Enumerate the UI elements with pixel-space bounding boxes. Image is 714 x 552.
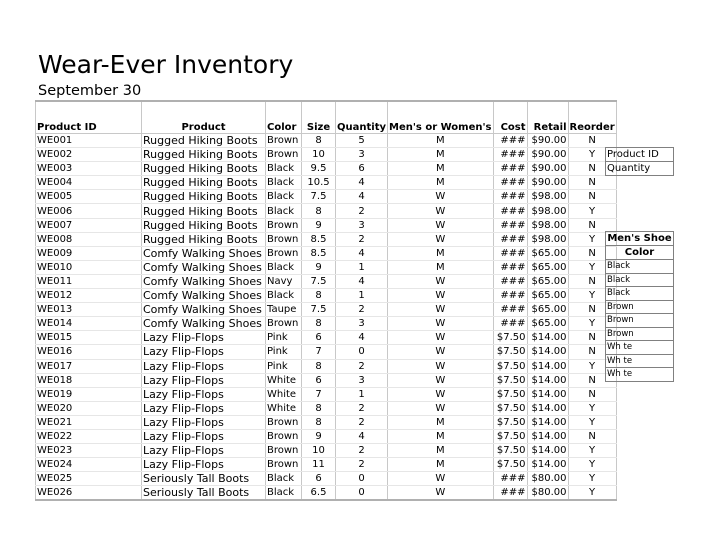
table-cell[interactable]: 7 [302,345,336,359]
table-cell[interactable]: 4 [336,246,388,260]
table-cell[interactable]: Brown [266,148,302,162]
table-cell[interactable]: WE017 [36,359,142,373]
table-cell[interactable]: ### [493,289,527,303]
table-cell[interactable]: $14.00 [527,444,568,458]
table-cell[interactable]: $14.00 [527,387,568,401]
table-row [36,246,617,260]
table-cell[interactable]: $90.00 [527,162,568,176]
table-cell[interactable]: WE016 [36,345,142,359]
table-cell[interactable]: $65.00 [527,289,568,303]
table-cell[interactable]: Y [568,401,616,415]
table-cell[interactable]: Y [568,148,616,162]
table-cell[interactable]: WE004 [36,176,142,190]
table-cell[interactable]: 2 [336,303,388,317]
table-cell[interactable]: 8 [302,134,336,148]
table-cell[interactable]: 6 [302,472,336,486]
mens-shoes-header[interactable]: Color [606,246,674,260]
column-header[interactable]: Product ID [36,101,142,134]
table-cell[interactable]: $80.00 [527,472,568,486]
column-header[interactable]: Size [302,101,336,134]
table-cell[interactable]: WE015 [36,331,142,345]
table-cell[interactable]: $14.00 [527,415,568,429]
table-cell[interactable]: Lazy Flip-Flops [142,387,266,401]
table-cell[interactable]: Black [266,176,302,190]
table-cell[interactable]: $7.50 [493,359,527,373]
inventory-table [35,100,617,501]
table-cell[interactable]: WE010 [36,260,142,274]
mens-shoes-color-cell[interactable]: Wh te [606,341,674,355]
mens-shoes-color-cell[interactable]: Brown [606,314,674,328]
table-cell[interactable]: 8 [302,415,336,429]
table-cell[interactable]: W [388,345,494,359]
table-cell[interactable]: Brown [266,218,302,232]
list-item [606,273,674,287]
table-cell[interactable]: W [388,387,494,401]
table-cell[interactable]: Brown [266,444,302,458]
column-header[interactable]: Retail [527,101,568,134]
table-cell[interactable]: WE007 [36,218,142,232]
table-cell[interactable]: M [388,415,494,429]
table-cell[interactable]: N [568,331,616,345]
table-cell[interactable]: Brown [266,246,302,260]
table-cell[interactable]: 10 [302,444,336,458]
table-cell[interactable]: Lazy Flip-Flops [142,401,266,415]
table-cell[interactable]: Brown [266,134,302,148]
table-row [36,190,617,204]
table-cell[interactable]: $14.00 [527,359,568,373]
table-cell[interactable]: ### [493,274,527,288]
table-cell[interactable]: 6 [302,373,336,387]
table-cell[interactable]: Brown [266,458,302,472]
table-cell[interactable]: M [388,162,494,176]
table-cell[interactable]: Rugged Hiking Boots [142,232,266,246]
table-cell[interactable]: WE018 [36,373,142,387]
table-cell[interactable]: 6.5 [302,486,336,501]
table-cell[interactable]: Black [266,190,302,204]
table-cell[interactable]: Taupe [266,303,302,317]
table-cell[interactable]: $98.00 [527,190,568,204]
table-cell[interactable]: Lazy Flip-Flops [142,359,266,373]
table-cell[interactable]: Pink [266,359,302,373]
table-cell[interactable]: N [568,134,616,148]
table-cell[interactable]: 6 [302,331,336,345]
table-cell[interactable]: N [568,387,616,401]
table-cell[interactable]: Y [568,317,616,331]
table-cell[interactable]: Y [568,260,616,274]
table-cell[interactable]: 2 [336,444,388,458]
table-cell[interactable]: 7.5 [302,303,336,317]
table-cell[interactable]: Rugged Hiking Boots [142,204,266,218]
table-row [36,331,617,345]
table-cell[interactable]: W [388,401,494,415]
table-cell[interactable]: Comfy Walking Shoes [142,274,266,288]
mens-shoes-rows [606,260,674,382]
table-cell[interactable]: 2 [336,232,388,246]
list-item [606,300,674,314]
table-cell[interactable]: 1 [336,260,388,274]
table-cell[interactable]: WE005 [36,190,142,204]
table-cell[interactable]: 2 [336,401,388,415]
table-cell[interactable]: W [388,204,494,218]
table-cell[interactable]: WE009 [36,246,142,260]
table-cell[interactable]: N [568,303,616,317]
lookup-label-product-id[interactable]: Product ID [606,148,674,162]
table-cell[interactable]: Lazy Flip-Flops [142,444,266,458]
table-row [36,176,617,190]
table-cell[interactable]: WE006 [36,204,142,218]
table-cell[interactable]: 10.5 [302,176,336,190]
table-cell[interactable]: Black [266,162,302,176]
table-cell[interactable]: $7.50 [493,458,527,472]
table-cell[interactable]: W [388,331,494,345]
table-cell[interactable]: 7 [302,387,336,401]
table-row [36,148,617,162]
table-cell[interactable]: 4 [336,190,388,204]
table-cell[interactable]: N [568,218,616,232]
list-item [606,354,674,368]
table-cell[interactable]: M [388,260,494,274]
table-cell[interactable]: Pink [266,331,302,345]
table-cell[interactable]: N [568,429,616,443]
table-cell[interactable]: ### [493,260,527,274]
table-cell[interactable]: 2 [336,204,388,218]
mens-shoes-color-cell[interactable]: Wh te [606,354,674,368]
table-cell[interactable]: 5 [336,134,388,148]
table-cell[interactable]: Rugged Hiking Boots [142,148,266,162]
table-cell[interactable]: ### [493,218,527,232]
table-cell[interactable]: Lazy Flip-Flops [142,415,266,429]
table-cell[interactable]: ### [493,246,527,260]
table-cell[interactable]: 4 [336,429,388,443]
table-cell[interactable]: ### [493,162,527,176]
list-item [606,287,674,301]
table-cell[interactable]: $65.00 [527,274,568,288]
table-row [36,373,617,387]
table-cell[interactable]: Seriously Tall Boots [142,472,266,486]
table-cell[interactable]: W [388,232,494,246]
table-cell[interactable]: W [388,190,494,204]
table-cell[interactable]: 9 [302,218,336,232]
table-cell[interactable]: WE021 [36,415,142,429]
table-cell[interactable]: W [388,303,494,317]
table-cell[interactable]: M [388,134,494,148]
table-cell[interactable]: WE024 [36,458,142,472]
table-cell[interactable]: $14.00 [527,429,568,443]
table-cell[interactable]: Lazy Flip-Flops [142,345,266,359]
table-cell[interactable]: 4 [336,331,388,345]
table-cell[interactable]: WE008 [36,232,142,246]
table-cell[interactable]: Rugged Hiking Boots [142,190,266,204]
table-cell[interactable]: Comfy Walking Shoes [142,317,266,331]
table-cell[interactable]: 8.5 [302,232,336,246]
table-row [36,486,617,501]
table-cell[interactable]: WE014 [36,317,142,331]
table-cell[interactable]: $7.50 [493,373,527,387]
table-cell[interactable]: $7.50 [493,345,527,359]
table-cell[interactable]: 2 [336,415,388,429]
table-cell[interactable]: 7.5 [302,274,336,288]
table-cell[interactable]: $98.00 [527,204,568,218]
table-cell[interactable]: $98.00 [527,218,568,232]
header-row [36,101,617,134]
table-cell[interactable]: $7.50 [493,387,527,401]
table-cell[interactable]: $90.00 [527,148,568,162]
table-cell[interactable]: $90.00 [527,176,568,190]
table-row [36,260,617,274]
table-cell[interactable]: WE025 [36,472,142,486]
table-cell[interactable]: ### [493,176,527,190]
table-cell[interactable]: Lazy Flip-Flops [142,458,266,472]
table-cell[interactable]: Rugged Hiking Boots [142,176,266,190]
table-cell[interactable]: 1 [336,387,388,401]
table-cell[interactable]: WE002 [36,148,142,162]
table-cell[interactable]: 4 [336,274,388,288]
sheet-subtitle: September 30 [38,83,142,99]
mens-shoes-color-cell[interactable]: Black [606,287,674,301]
column-header[interactable]: Quantity [336,101,388,134]
table-cell[interactable]: WE003 [36,162,142,176]
column-header[interactable]: Cost [493,101,527,134]
table-cell[interactable]: N [568,176,616,190]
mens-shoes-table [605,231,674,382]
table-cell[interactable]: 8 [302,317,336,331]
table-cell[interactable]: N [568,274,616,288]
table-cell[interactable]: Rugged Hiking Boots [142,162,266,176]
table-cell[interactable]: Navy [266,274,302,288]
table-cell[interactable]: 8 [302,359,336,373]
table-cell[interactable]: W [388,289,494,303]
table-cell[interactable]: Y [568,458,616,472]
table-cell[interactable]: W [388,218,494,232]
table-cell[interactable]: Seriously Tall Boots [142,486,266,501]
table-cell[interactable]: 3 [336,317,388,331]
table-cell[interactable]: 9 [302,260,336,274]
table-cell[interactable]: ### [493,204,527,218]
table-cell[interactable]: N [568,345,616,359]
table-cell[interactable]: Lazy Flip-Flops [142,373,266,387]
table-cell[interactable]: $7.50 [493,331,527,345]
table-cell[interactable]: Y [568,204,616,218]
table-cell[interactable]: Brown [266,232,302,246]
table-cell[interactable]: 2 [336,359,388,373]
table-cell[interactable]: ### [493,486,527,501]
table-row [36,162,617,176]
table-row [36,387,617,401]
table-cell[interactable]: Black [266,289,302,303]
table-cell[interactable]: $90.00 [527,134,568,148]
table-cell[interactable]: $14.00 [527,331,568,345]
table-cell[interactable]: ### [493,303,527,317]
sheet-title: Wear-Ever Inventory [38,50,294,79]
table-cell[interactable]: N [568,373,616,387]
table-cell[interactable]: White [266,401,302,415]
list-item [606,341,674,355]
table-cell[interactable]: $14.00 [527,458,568,472]
table-cell[interactable]: $98.00 [527,232,568,246]
list-item [606,260,674,274]
table-cell[interactable]: WE022 [36,429,142,443]
table-cell[interactable]: Rugged Hiking Boots [142,134,266,148]
table-cell[interactable]: Pink [266,345,302,359]
table-cell[interactable]: WE020 [36,401,142,415]
table-cell[interactable]: Brown [266,415,302,429]
table-row [36,303,617,317]
table-cell[interactable]: 2 [336,458,388,472]
lookup-box [605,147,674,176]
table-cell[interactable]: White [266,373,302,387]
list-item [606,368,674,382]
table-cell[interactable]: Black [266,204,302,218]
column-header[interactable]: Product [142,101,266,134]
table-cell[interactable]: Y [568,472,616,486]
table-cell[interactable]: $14.00 [527,345,568,359]
table-cell[interactable]: Comfy Walking Shoes [142,260,266,274]
table-cell[interactable]: 3 [336,373,388,387]
table-row [36,204,617,218]
table-cell[interactable]: 8 [302,401,336,415]
table-cell[interactable]: Rugged Hiking Boots [142,218,266,232]
table-cell[interactable]: 1 [336,289,388,303]
table-cell[interactable]: 3 [336,218,388,232]
table-cell[interactable]: W [388,359,494,373]
table-cell[interactable]: W [388,317,494,331]
table-cell[interactable]: Y [568,486,616,501]
table-cell[interactable]: 8 [302,289,336,303]
table-cell[interactable]: ### [493,232,527,246]
table-cell[interactable]: ### [493,317,527,331]
table-cell[interactable]: White [266,387,302,401]
table-cell[interactable]: 9.5 [302,162,336,176]
table-cell[interactable]: $7.50 [493,429,527,443]
table-cell[interactable]: ### [493,148,527,162]
table-cell[interactable]: N [568,162,616,176]
mens-shoes-color-cell[interactable]: Brown [606,327,674,341]
column-header[interactable]: Men's or Women's [388,101,494,134]
table-cell[interactable]: 7.5 [302,190,336,204]
table-row [36,274,617,288]
table-cell[interactable]: 3 [336,148,388,162]
table-cell[interactable]: Lazy Flip-Flops [142,331,266,345]
table-cell[interactable]: 8.5 [302,246,336,260]
table-cell[interactable]: 8 [302,204,336,218]
table-row [36,289,617,303]
table-cell[interactable]: 9 [302,429,336,443]
table-cell[interactable]: WE001 [36,134,142,148]
table-cell[interactable]: Y [568,289,616,303]
column-header[interactable]: Reorder [568,101,616,134]
table-cell[interactable]: $7.50 [493,444,527,458]
table-cell[interactable]: 0 [336,472,388,486]
mens-shoes-color-cell[interactable]: Wh te [606,368,674,382]
lookup-label-quantity[interactable]: Quantity [606,162,674,176]
table-row [36,232,617,246]
table-row [36,458,617,472]
list-item [606,314,674,328]
table-cell[interactable]: M [388,176,494,190]
table-cell[interactable]: Y [568,444,616,458]
table-cell[interactable]: 4 [336,176,388,190]
table-row [36,415,617,429]
table-cell[interactable]: $14.00 [527,401,568,415]
table-cell[interactable]: W [388,373,494,387]
table-cell[interactable]: ### [493,472,527,486]
table-cell[interactable]: Comfy Walking Shoes [142,289,266,303]
table-row [36,317,617,331]
list-item [606,327,674,341]
table-cell[interactable]: 0 [336,486,388,501]
mens-shoes-color-cell[interactable]: Brown [606,300,674,314]
table-cell[interactable]: $7.50 [493,401,527,415]
table-cell[interactable]: WE023 [36,444,142,458]
table-cell[interactable]: Y [568,415,616,429]
table-cell[interactable]: $65.00 [527,260,568,274]
table-cell[interactable]: WE011 [36,274,142,288]
table-cell[interactable]: Brown [266,429,302,443]
inventory-rows [36,134,617,501]
table-row [36,472,617,486]
table-cell[interactable]: Y [568,359,616,373]
table-cell[interactable]: WE026 [36,486,142,501]
mens-shoes-color-cell[interactable]: Black [606,260,674,274]
table-cell[interactable]: M [388,429,494,443]
table-cell[interactable]: 10 [302,148,336,162]
table-cell[interactable]: Black [266,486,302,501]
table-row [36,218,617,232]
table-cell[interactable]: M [388,444,494,458]
table-cell[interactable]: $14.00 [527,373,568,387]
table-cell[interactable]: Comfy Walking Shoes [142,246,266,260]
table-row [36,429,617,443]
table-cell[interactable]: W [388,486,494,501]
table-cell[interactable]: $65.00 [527,317,568,331]
table-cell[interactable]: Comfy Walking Shoes [142,303,266,317]
table-cell[interactable]: W [388,274,494,288]
table-cell[interactable]: $80.00 [527,486,568,501]
mens-shoes-color-cell[interactable]: Black [606,273,674,287]
table-cell[interactable]: M [388,458,494,472]
table-row [36,134,617,148]
table-cell[interactable]: M [388,148,494,162]
table-cell[interactable]: ### [493,190,527,204]
mens-shoes-title[interactable]: Men's Shoe [607,233,672,244]
table-cell[interactable]: $65.00 [527,246,568,260]
table-cell[interactable]: Y [568,232,616,246]
table-cell[interactable]: Black [266,260,302,274]
table-cell[interactable]: N [568,190,616,204]
table-cell[interactable]: 11 [302,458,336,472]
table-cell[interactable]: Lazy Flip-Flops [142,429,266,443]
table-row [36,401,617,415]
table-cell[interactable]: WE012 [36,289,142,303]
table-row [36,359,617,373]
table-cell[interactable]: Black [266,472,302,486]
table-cell[interactable]: $65.00 [527,303,568,317]
table-row [36,444,617,458]
table-cell[interactable]: W [388,472,494,486]
table-cell[interactable]: 0 [336,345,388,359]
table-cell[interactable]: Brown [266,317,302,331]
table-cell[interactable]: ### [493,134,527,148]
table-cell[interactable]: WE013 [36,303,142,317]
table-cell[interactable]: $7.50 [493,415,527,429]
table-row [36,345,617,359]
table-cell[interactable]: M [388,246,494,260]
table-cell[interactable]: N [568,246,616,260]
column-header[interactable]: Color [266,101,302,134]
table-cell[interactable]: WE019 [36,387,142,401]
table-cell[interactable]: 6 [336,162,388,176]
